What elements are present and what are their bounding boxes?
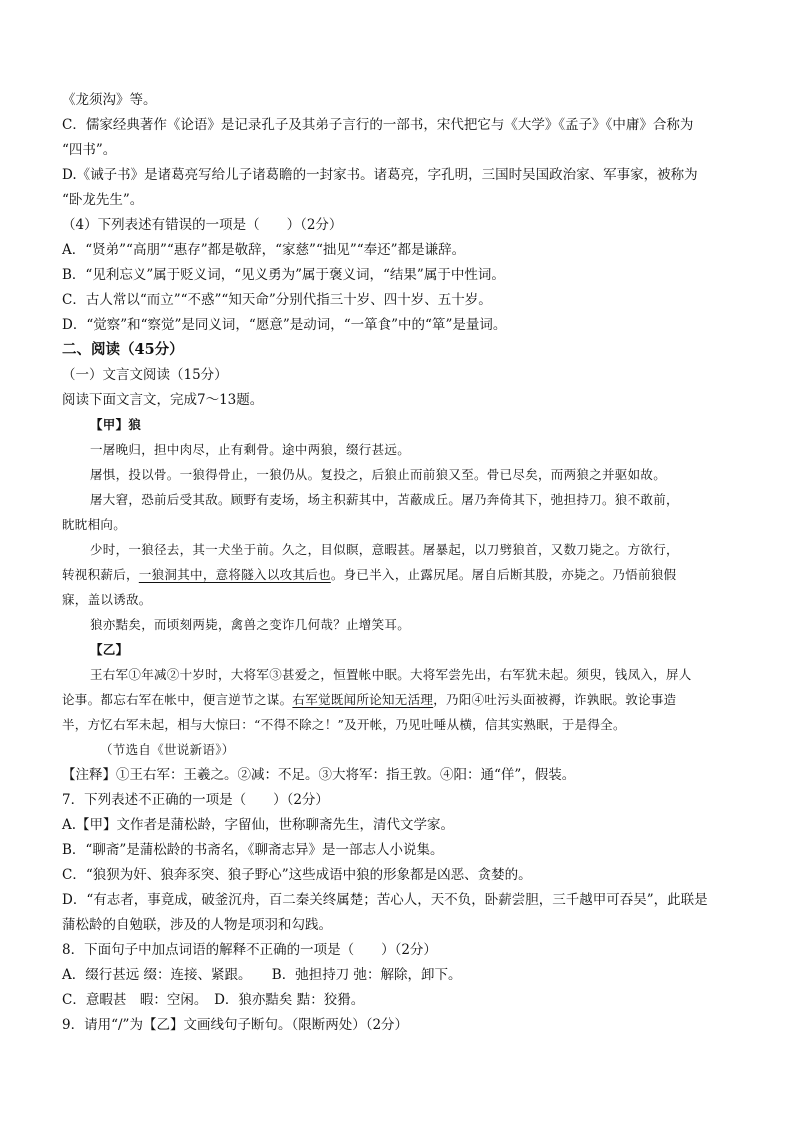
question-9: 9．请用“/”为【乙】文画线句子断句。（限断两处）（2分） [62, 1017, 409, 1033]
option-d: D．“觉察”和“察觉”是同义词，“愿意”是动词，“一箪食”中的“箪”是量词。 [62, 317, 507, 333]
subsection-heading: （一）文言文阅读（15分） [62, 367, 228, 383]
section-heading: 二、阅读（45分） [62, 341, 184, 358]
instruction: 阅读下面文言文，完成7～13题。 [62, 392, 264, 408]
question-7: 7．下列表述不正确的一项是（ ）（2分） [62, 792, 329, 808]
passage-text: 王右军①年减②十岁时，大将军③甚爱之，恒置帐中眠。大将军尝先出，右军犹未起。须臾，钱凤入，屏人 [90, 667, 692, 682]
passage-b-title: 【乙】 [90, 642, 129, 657]
annotation: 【注释】①王右军：王羲之。②减：不足。③大将军：指王敦。④阳：通“佯”，假装。 [62, 767, 576, 783]
underlined-sentence: 右军觉既闻所论知无活理 [292, 692, 434, 707]
passage-text: 屠大窘，恐前后受其敌。顾野有麦场，场主积薪其中，苫蔽成丘。屠乃奔倚其下，弛担持刀。狼不敢前， [90, 492, 679, 507]
passage-text: 一屠晚归，担中肉尽，止有剩骨。途中两狼，缀行甚远。 [90, 442, 411, 457]
text-line: 蒲松龄的自勉联，涉及的人物是项羽和勾践。 [62, 917, 332, 933]
text-line: “四书”。 [62, 142, 117, 158]
passage-a-title: 【甲】狼 [90, 417, 142, 432]
option-c-line: C．儒家经典著作《论语》是记录孔子及其弟子言行的一部书，宋代把它与《大学》《孟子》《中庸》合称为 [62, 117, 694, 133]
passage-text: 半，方忆右军未起，相与大惊曰：“不得不除之！”及开帐，乃见吐唾从横，信其实熟眠，于是得全。 [62, 717, 626, 732]
passage-text: 狼亦黠矣，而顷刻两毙，禽兽之变诈几何哉？止增笑耳。 [90, 617, 411, 632]
question-8: 8．下面句子中加点词语的解释不正确的一项是（ ）（2分） [62, 942, 437, 958]
question-4: （4）下列表述有错误的一项是（ ）（2分） [62, 217, 343, 233]
options-ab: A．缀行甚远 缀：连接、紧跟。 B．弛担持刀 弛：解除，卸下。 [62, 967, 462, 983]
underlined-sentence: 一狼洞其中，意将隧入以攻其后也 [138, 567, 331, 582]
option-b: B．“聊斋”是蒲松龄的书斋名，《聊斋志异》是一部志人小说集。 [62, 842, 444, 858]
passage-text [62, 691, 676, 709]
text-segment: ，乃阳④吐污头面被褥，诈孰眠。敦论事造 [433, 692, 677, 707]
options-cd: C．意暇甚 暇：空闲。 D．狼亦黠矣 黠：狡猾。 [62, 992, 365, 1008]
text-line: 《龙须沟》等。 [62, 92, 157, 108]
option-a: A．“贤弟”“高朋”“惠存”都是敬辞，“家慈”“拙见”“奉还”都是谦辞。 [62, 242, 466, 258]
text-segment: 转视积薪后， [62, 567, 139, 582]
option-c: C．古人常以“而立”“不惑”“知天命”分别代指三十岁、四十岁、五十岁。 [62, 292, 492, 308]
passage-text: 少时，一狼径去，其一犬坐于前。久之，目似瞑，意暇甚。屠暴起，以刀劈狼首，又数刀毙之。方欲行， [90, 542, 679, 557]
option-d: D．“有志者，事竟成，破釜沉舟，百二秦关终属楚；苦心人，天不负，卧薪尝胆，三千越甲可吞吴”，此联是 [62, 892, 708, 908]
text-line: “卧龙先生”。 [62, 192, 144, 208]
option-a: A.【甲】文作者是蒲松龄，字留仙，世称聊斋先生，清代文学家。 [62, 817, 455, 833]
text-segment: 。身已半入，止露尻尾。屠自后断其股，亦毙之。乃悟前狼假 [330, 567, 677, 582]
text-segment: 论事。都忘右军在帐中，便言逆节之谋。 [62, 692, 293, 707]
option-d-line: D.《诫子书》是诸葛亮写给儿子诸葛瞻的一封家书。诸葛亮，字孔明，三国时吴国政治家、军事家，被称为 [62, 167, 698, 183]
passage-text: 眈眈相向。 [62, 517, 127, 532]
passage-text: 屠惧，投以骨。一狼得骨止，一狼仍从。复投之，后狼止而前狼又至。骨已尽矣，而两狼之并驱如故。 [90, 467, 667, 482]
option-c: C．“狼狈为奸、狼奔豕突、狼子野心”这些成语中狼的形象都是凶恶、贪婪的。 [62, 867, 532, 883]
source-note: （节选自《世说新语》） [100, 742, 235, 757]
passage-text [62, 566, 676, 584]
passage-text: 寐，盖以诱敌。 [62, 592, 152, 607]
option-b: B．“见利忘义”属于贬义词，“见义勇为”属于褒义词，“结果”属于中性词。 [62, 267, 505, 283]
